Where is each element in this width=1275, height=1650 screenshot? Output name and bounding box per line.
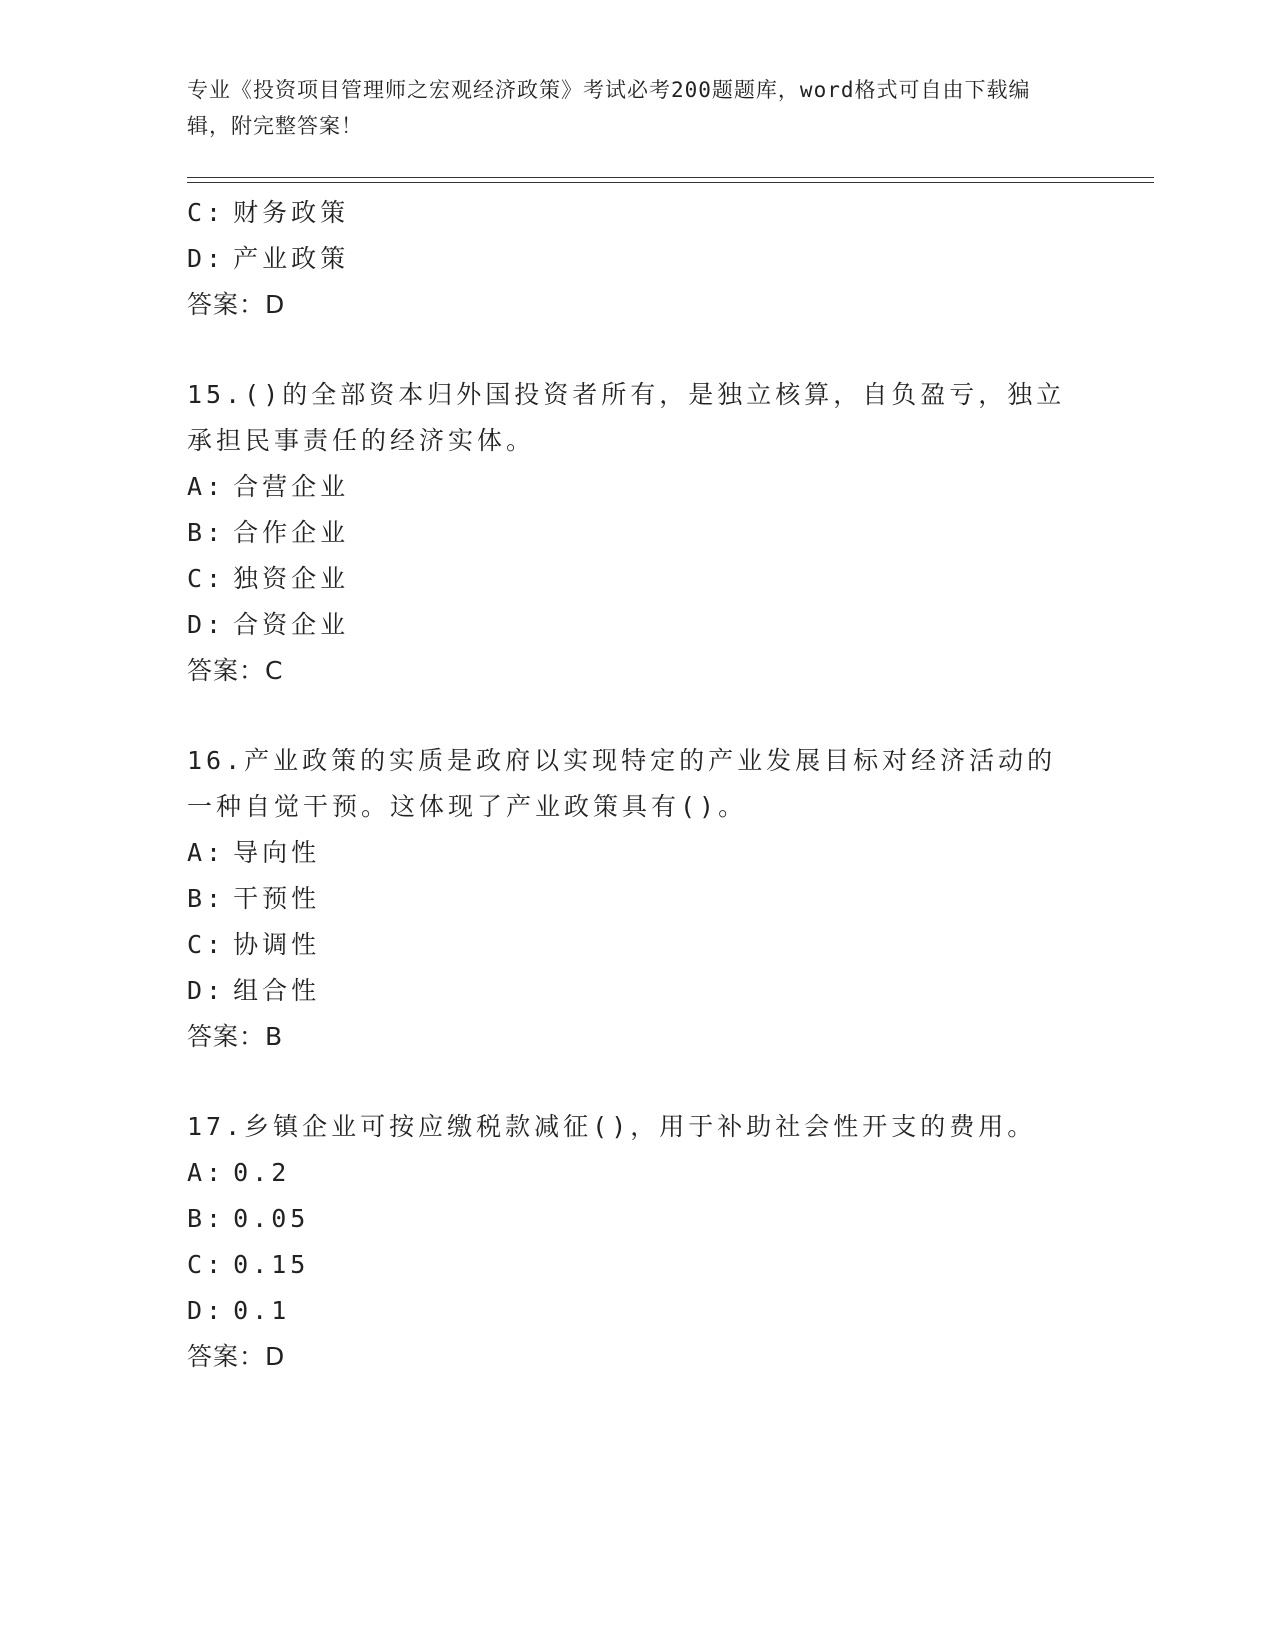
option-key: C:	[187, 1250, 226, 1279]
option-a	[187, 1150, 1087, 1196]
option-key: B:	[187, 1204, 226, 1233]
answer-line: 答案：D	[187, 290, 286, 319]
option-a	[187, 830, 1087, 876]
option-key: C:	[187, 198, 226, 227]
option-b	[187, 510, 1087, 556]
option-text: 0.05	[233, 1204, 310, 1233]
option-key: A:	[187, 472, 226, 501]
question-stem: 16.产业政策的实质是政府以实现特定的产业发展目标对经济活动的一种自觉干预。这体现了产业政策具有()。	[187, 746, 1057, 821]
question-16	[187, 738, 1087, 1060]
option-b	[187, 876, 1087, 922]
question-content	[187, 190, 1087, 1380]
option-key: D:	[187, 244, 226, 273]
option-text: 合资企业	[233, 610, 350, 639]
page-header: 专业《投资项目管理师之宏观经济政策》考试必考200题题库，word格式可自由下载编辑，附完整答案！	[187, 78, 1031, 138]
option-key: B:	[187, 518, 226, 547]
option-b	[187, 1196, 1087, 1242]
option-text: 合营企业	[233, 472, 350, 501]
option-text: 合作企业	[233, 518, 350, 547]
option-d	[187, 1288, 1087, 1334]
option-text: 产业政策	[233, 244, 350, 273]
option-text: 组合性	[233, 976, 321, 1005]
question-15	[187, 372, 1087, 694]
option-c	[187, 556, 1087, 602]
answer-line: 答案：C	[187, 656, 284, 685]
question-17	[187, 1104, 1087, 1380]
option-a	[187, 464, 1087, 510]
option-text: 0.1	[233, 1296, 291, 1325]
option-text: 导向性	[233, 838, 321, 867]
option-key: C:	[187, 930, 226, 959]
option-text: 独资企业	[233, 564, 350, 593]
option-c	[187, 922, 1087, 968]
option-text: 财务政策	[233, 198, 350, 227]
option-key: D:	[187, 610, 226, 639]
option-c	[187, 1242, 1087, 1288]
header-divider-bottom	[187, 182, 1154, 183]
option-key: B:	[187, 884, 226, 913]
option-text: 0.15	[233, 1250, 310, 1279]
header-divider-top	[187, 177, 1154, 178]
option-text: 0.2	[233, 1158, 291, 1187]
option-c	[187, 190, 1087, 236]
question-continuation	[187, 190, 1087, 328]
option-d	[187, 602, 1087, 648]
answer-line: 答案：D	[187, 1342, 286, 1371]
option-text: 协调性	[233, 930, 321, 959]
option-key: C:	[187, 564, 226, 593]
answer-line: 答案：B	[187, 1022, 284, 1051]
option-d	[187, 236, 1087, 282]
option-key: D:	[187, 1296, 226, 1325]
option-text: 干预性	[233, 884, 321, 913]
option-d	[187, 968, 1087, 1014]
question-stem: 15.()的全部资本归外国投资者所有，是独立核算，自负盈亏，独立承担民事责任的经济实体。	[187, 380, 1066, 455]
option-key: A:	[187, 838, 226, 867]
question-stem: 17.乡镇企业可按应缴税款减征()，用于补助社会性开支的费用。	[187, 1112, 1037, 1141]
option-key: D:	[187, 976, 226, 1005]
option-key: A:	[187, 1158, 226, 1187]
